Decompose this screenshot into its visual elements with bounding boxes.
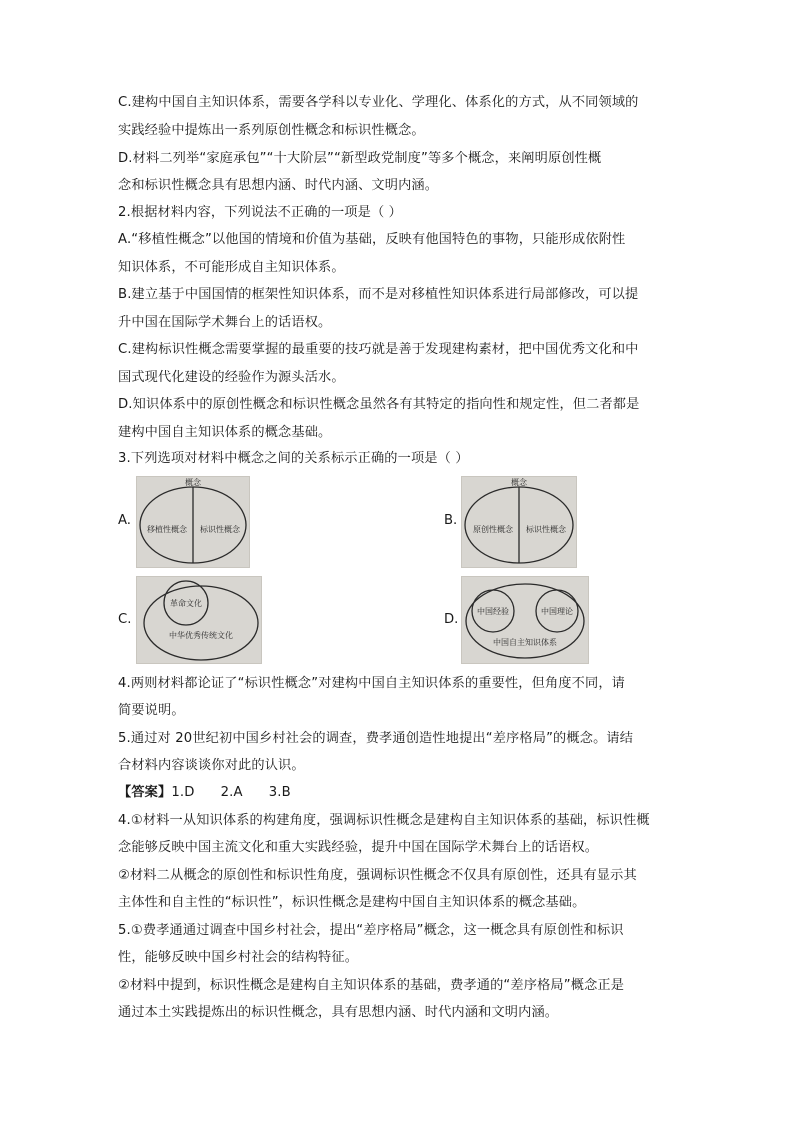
q3-figure-c-diagram — [137, 577, 261, 663]
q1-option-c-line2: 实践经验中提炼出一系列原创性概念和标识性概念。 — [118, 123, 425, 138]
question-4-line1: 4.两则材料都论证了“标识性概念”对建构中国自主知识体系的重要性，但角度不同，请 — [118, 676, 625, 691]
q2-option-c-line2: 国式现代化建设的经验作为源头活水。 — [118, 370, 345, 385]
q1-option-d-line2: 念和标识性概念具有思想内涵、时代内涵、文明内涵。 — [118, 178, 439, 193]
q3-figure-a — [136, 476, 250, 568]
q3-figure-a-diagram — [137, 477, 249, 567]
answer-tag: 【答案】 — [118, 785, 172, 800]
q3-option-a-letter: A. — [118, 513, 131, 528]
answer-line — [118, 784, 291, 802]
q2-option-c-line1: C.建构标识性概念需要掌握的最重要的技巧就是善于发现建构素材，把中国优秀文化和中 — [118, 342, 639, 357]
q3-option-b-letter: B. — [444, 513, 458, 528]
q3-option-c-letter: C. — [118, 612, 132, 627]
question-4-line2: 简要说明。 — [118, 703, 185, 718]
q1-option-d-line1: D.材料二列举“家庭承包”“十大阶层”“新型政党制度”等多个概念，来阐明原创性概 — [118, 151, 602, 166]
answer-5-point2-line1: ②材料中提到，标识性概念是建构自主知识体系的基础，费孝通的“差序格局”概念正是 — [118, 978, 625, 993]
q3-figure-d — [461, 576, 589, 664]
q2-option-d-line2: 建构中国自主知识体系的概念基础。 — [118, 425, 332, 440]
answer-5-point1-line2: 性，能够反映中国乡村社会的结构特征。 — [118, 950, 359, 965]
q3-figure-b-diagram — [462, 477, 576, 567]
q1-option-c-line1: C.建构中国自主知识体系，需要各学科以专业化、学理化、体系化的方式，从不同领域的 — [118, 95, 639, 110]
q3-figure-b — [461, 476, 577, 568]
label-traditional-culture: 中华优秀传统文化 — [169, 631, 233, 640]
label-knowledge-system: 中国自主知识体系 — [493, 638, 557, 647]
answer-4-point2-line1: ②材料二从概念的原创性和标识性角度，强调标识性概念不仅具有原创性，还具有显示其 — [118, 868, 637, 883]
label-china-theory: 中国理论 — [541, 607, 573, 616]
answer-values: 1.D 2.A 3.B — [171, 785, 291, 800]
answer-4-point2-line2: 主体性和自主性的“标识性”，标识性概念是建构中国自主知识体系的概念基础。 — [118, 895, 586, 910]
answer-4-point1-line2: 念能够反映中国主流文化和重大实践经验，提升中国在国际学术舞台上的话语权。 — [118, 840, 599, 855]
q2-option-b-line1: B.建立基于中国国情的框架性知识体系，而不是对移植性知识体系进行局部修改，可以提 — [118, 287, 639, 302]
answer-5-point1-line1: 5.①费孝通通过调查中国乡村社会，提出“差序格局”概念，这一概念具有原创性和标识 — [118, 923, 624, 938]
q2-option-a-line1: A.“移植性概念”以他国的情境和价值为基础，反映有他国特色的事物，只能形成依附性 — [118, 232, 626, 247]
outer-ellipse — [144, 586, 258, 660]
q2-option-b-line2: 升中国在国际学术舞台上的话语权。 — [118, 315, 332, 330]
answer-4-point1-line1: 4.①材料一从知识体系的构建角度，强调标识性概念是建构自主知识体系的基础，标识性概 — [118, 813, 650, 828]
question-2-stem: 2.根据材料内容，下列说法不正确的一项是（ ） — [118, 205, 402, 220]
label-revolutionary-culture: 革命文化 — [170, 599, 202, 608]
label-identifying-concept: 标识性概念 — [200, 525, 240, 534]
question-3-stem: 3.下列选项对材料中概念之间的关系标示正确的一项是（ ） — [118, 451, 469, 466]
q3-figure-c — [136, 576, 262, 664]
q2-option-d-line1: D.知识体系中的原创性概念和标识性概念虽然各有其特定的指向性和规定性，但二者都是 — [118, 397, 640, 412]
answer-5-point2-line2: 通过本土实践提炼出的标识性概念，具有思想内涵、时代内涵和文明内涵。 — [118, 1005, 559, 1020]
label-original-concept: 原创性概念 — [473, 525, 513, 534]
q2-option-a-line2: 知识体系，不可能形成自主知识体系。 — [118, 260, 345, 275]
label-concept: 概念 — [511, 478, 527, 487]
label-concept: 概念 — [185, 478, 201, 487]
q3-figure-d-diagram — [462, 577, 588, 663]
question-5-line2: 合材料内容谈谈你对此的认识。 — [118, 758, 305, 773]
question-5-line1: 5.通过对 20世纪初中国乡村社会的调查，费孝通创造性地提出“差序格局”的概念。请结 — [118, 731, 634, 746]
q3-option-d-letter: D. — [444, 612, 459, 627]
label-china-experience: 中国经验 — [477, 607, 509, 616]
label-transplanted-concept: 移植性概念 — [147, 525, 187, 534]
label-identifying-concept: 标识性概念 — [526, 525, 566, 534]
